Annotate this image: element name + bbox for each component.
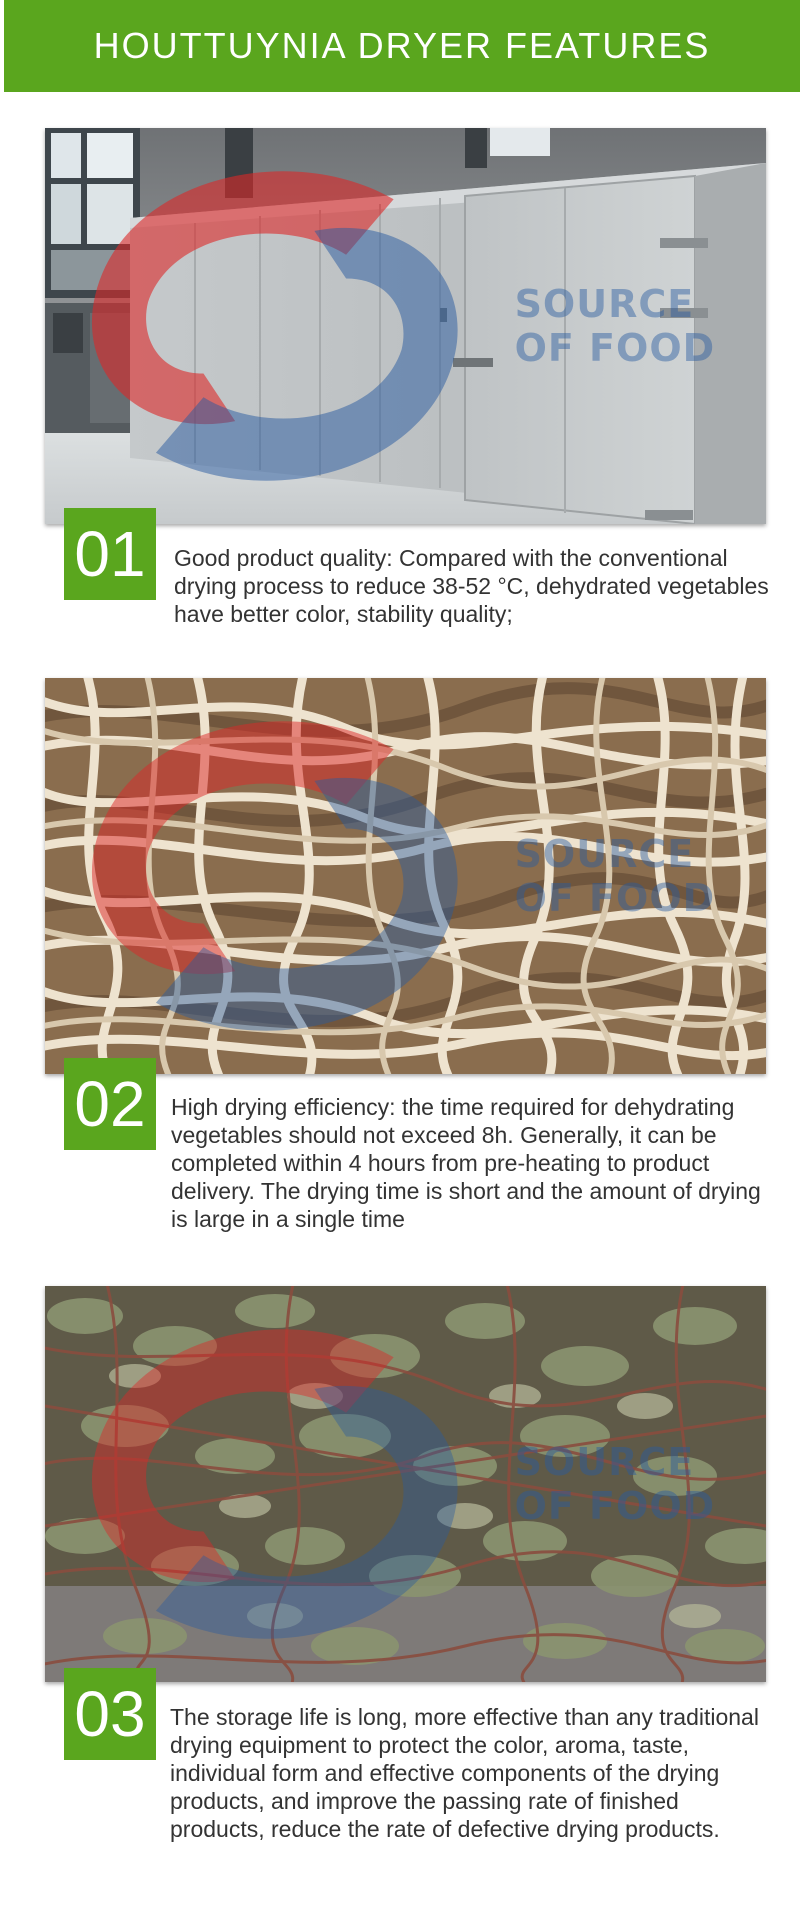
- watermark-text: SOURCE OF FOOD: [514, 1440, 716, 1528]
- feature-description: The storage life is long, more effective than any traditional drying equipment to protect the color, aroma, taste, individual form and effective components of the drying products, and improve the passing rate of finished products, reduce the rate of defective drying products.: [170, 1704, 759, 1842]
- feature-description: High drying efficiency: the time required for dehydrating vegetables should not exceed 8h. Generally, it can be completed within 4 hours from pre-heating to product delivery. The drying time is short and the amount of drying is large in a single time: [171, 1094, 761, 1232]
- page-title: HOUTTUYNIA DRYER FEATURES: [93, 25, 711, 66]
- watermark-text: SOURCE OF FOOD: [514, 282, 716, 370]
- feature-description: Good product quality: Compared with the conventional drying process to reduce 38-52 °C, dehydrated vegetables have better color, stability quality;: [174, 545, 769, 627]
- watermark-text: SOURCE OF FOOD: [514, 832, 716, 920]
- dried-roots-image: [45, 678, 766, 1074]
- drying-room-image: [45, 128, 766, 524]
- feature-number-badge: 03: [64, 1668, 156, 1760]
- header-banner: [4, 0, 800, 92]
- dried-herb-leaves-image: [45, 1286, 766, 1682]
- feature-number-badge: 01: [64, 508, 156, 600]
- feature-number-badge: 02: [64, 1058, 156, 1150]
